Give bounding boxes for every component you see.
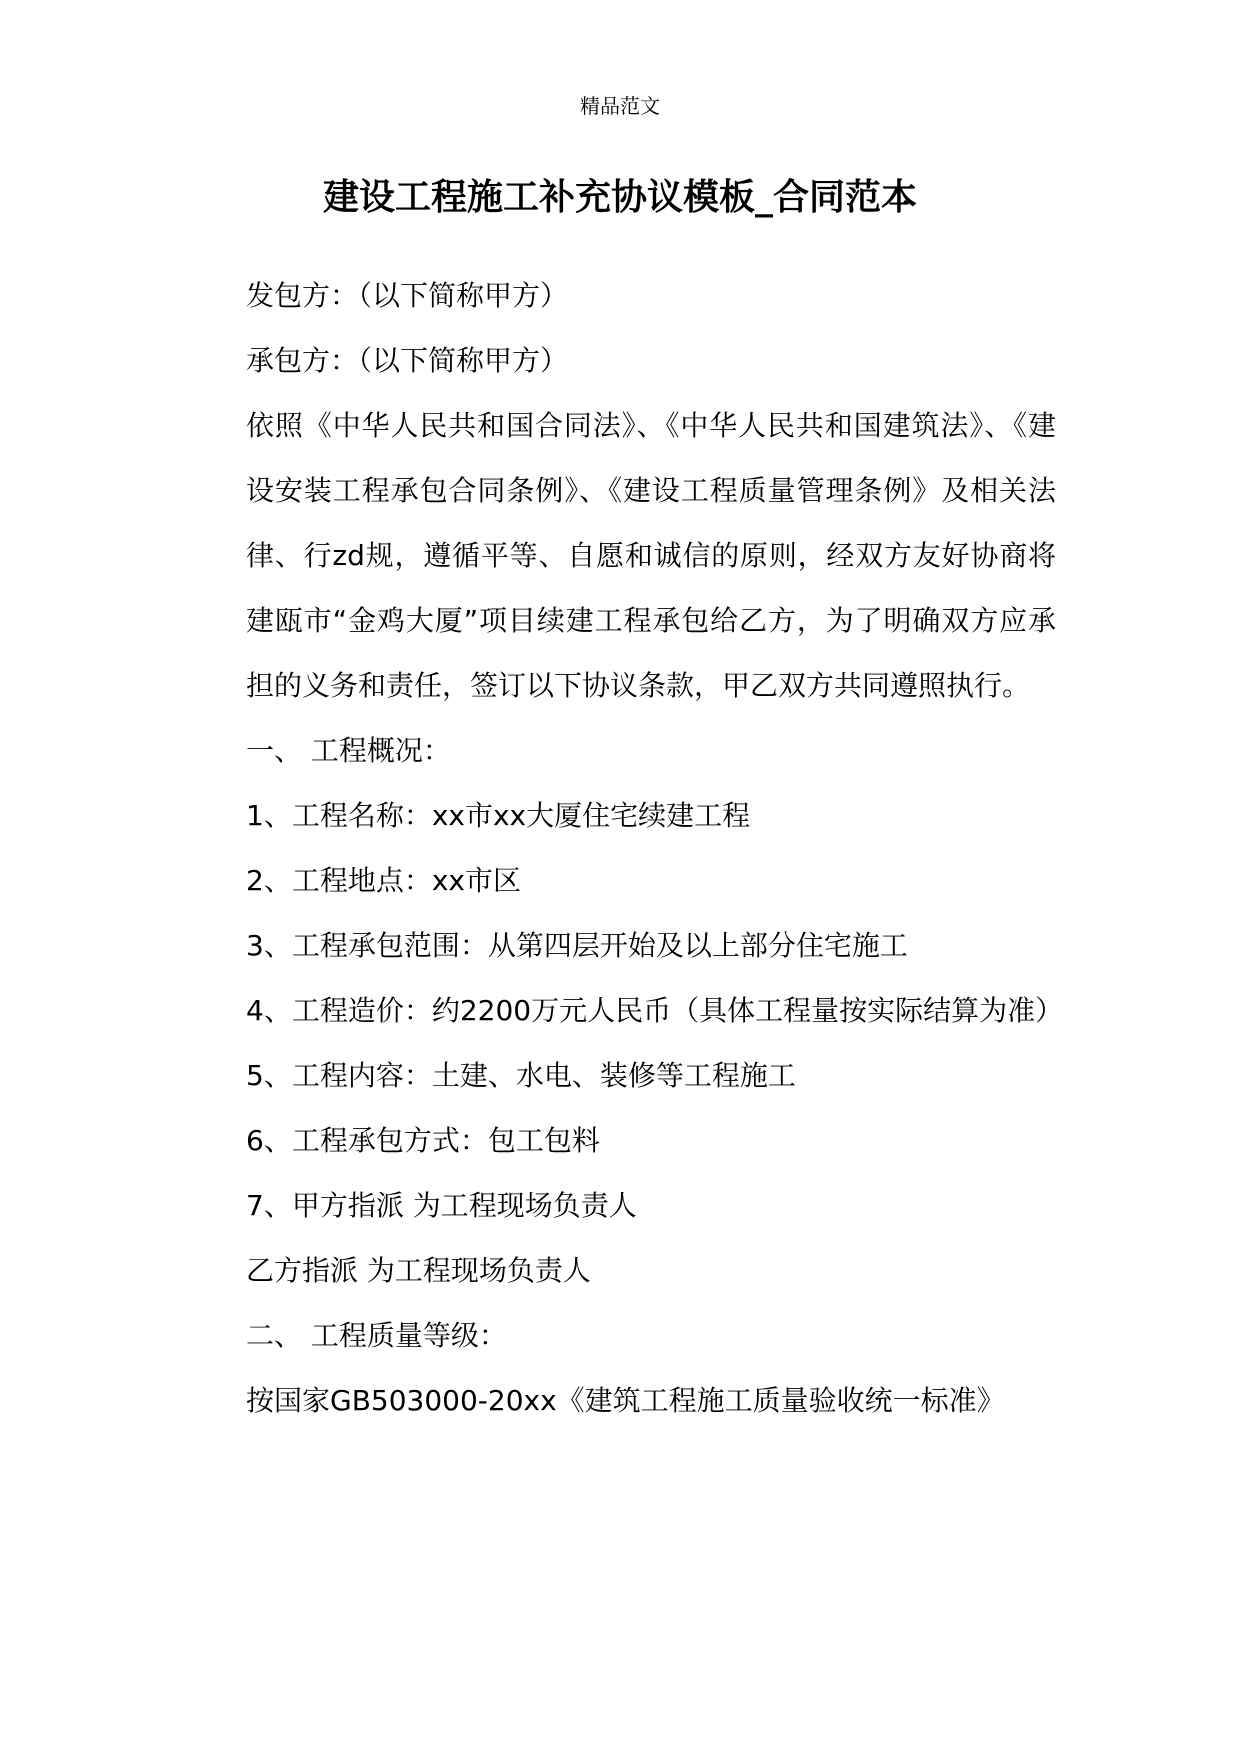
paragraph-quality-standard: 按国家GB503000-20xx《建筑工程施工质量验收统一标准》 [246, 1384, 1005, 1417]
list-item: 2、工程地点：xx市区 [246, 864, 521, 897]
paragraph-contractor: 发包方：（以下简称甲方） [246, 279, 569, 312]
list-item: 5、工程内容：土建、水电、装修等工程施工 [246, 1059, 796, 1092]
section-heading-overview: 一、 工程概况： [246, 734, 451, 767]
document-body [186, 263, 1064, 1433]
list-item: 3、工程承包范围：从第四层开始及以上部分住宅施工 [246, 929, 908, 962]
page-header: 精品范文 [580, 94, 660, 118]
list-item: 6、工程承包方式：包工包料 [246, 1124, 600, 1157]
paragraph-subcontractor: 承包方：（以下简称甲方） [246, 344, 569, 377]
list-item: 4、工程造价：约2200万元人民币（具体工程量按实际结算为准） [246, 994, 1064, 1027]
paragraph-intro: 依照《中华人民共和国合同法》、《中华人民共和国建筑法》、《建设安装工程承包合同条例》、《建设工程质量管理条例》及相关法律、行zd规，遵循平等、自愿和诚信的原则，经双方友好协商将建瓯市“金鸡大厦”项目续建工程承包给乙方，为了明确双方应承担的义务和责任，签订以下协议条款，甲乙双方共同遵照执行。 [246, 409, 1056, 702]
document-title: 建设工程施工补充协议模板_合同范本 [322, 177, 917, 218]
list-item: 1、工程名称：xx市xx大厦住宅续建工程 [246, 799, 751, 832]
list-item: 7、甲方指派 为工程现场负责人 [246, 1189, 637, 1222]
section-heading-quality: 二、 工程质量等级： [246, 1319, 507, 1352]
list-item: 乙方指派 为工程现场负责人 [246, 1254, 591, 1287]
